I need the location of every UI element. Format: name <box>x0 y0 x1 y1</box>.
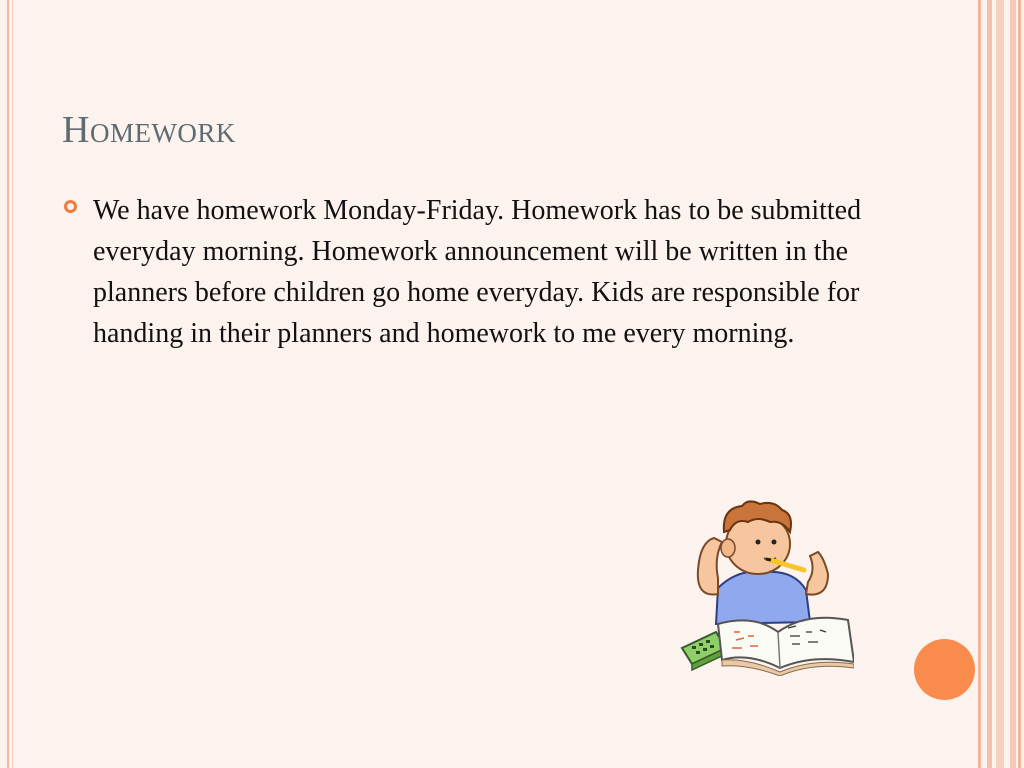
accent-circle <box>914 639 975 700</box>
left-border-line <box>7 0 9 768</box>
slide-title: Homework <box>62 109 236 151</box>
left-border-line-inner <box>12 0 13 768</box>
bullet-text: We have homework Monday-Friday. Homework has to be submitted everyday morning. Homework announcement will be written in the planners before children go home everyday. Kids are responsible for handing in their planners and homework to me every morning. <box>93 195 862 349</box>
right-decor-stripe <box>1018 0 1021 768</box>
right-decor-stripe <box>996 0 1004 768</box>
boy-doing-homework-clipart <box>678 498 854 676</box>
hollow-circle-bullet-icon <box>64 200 77 213</box>
right-decor-stripe <box>987 0 992 768</box>
right-decor-stripe <box>978 0 981 768</box>
bullet-item <box>62 190 882 354</box>
right-decor-stripe <box>1010 0 1016 768</box>
open-book-icon <box>718 618 854 676</box>
